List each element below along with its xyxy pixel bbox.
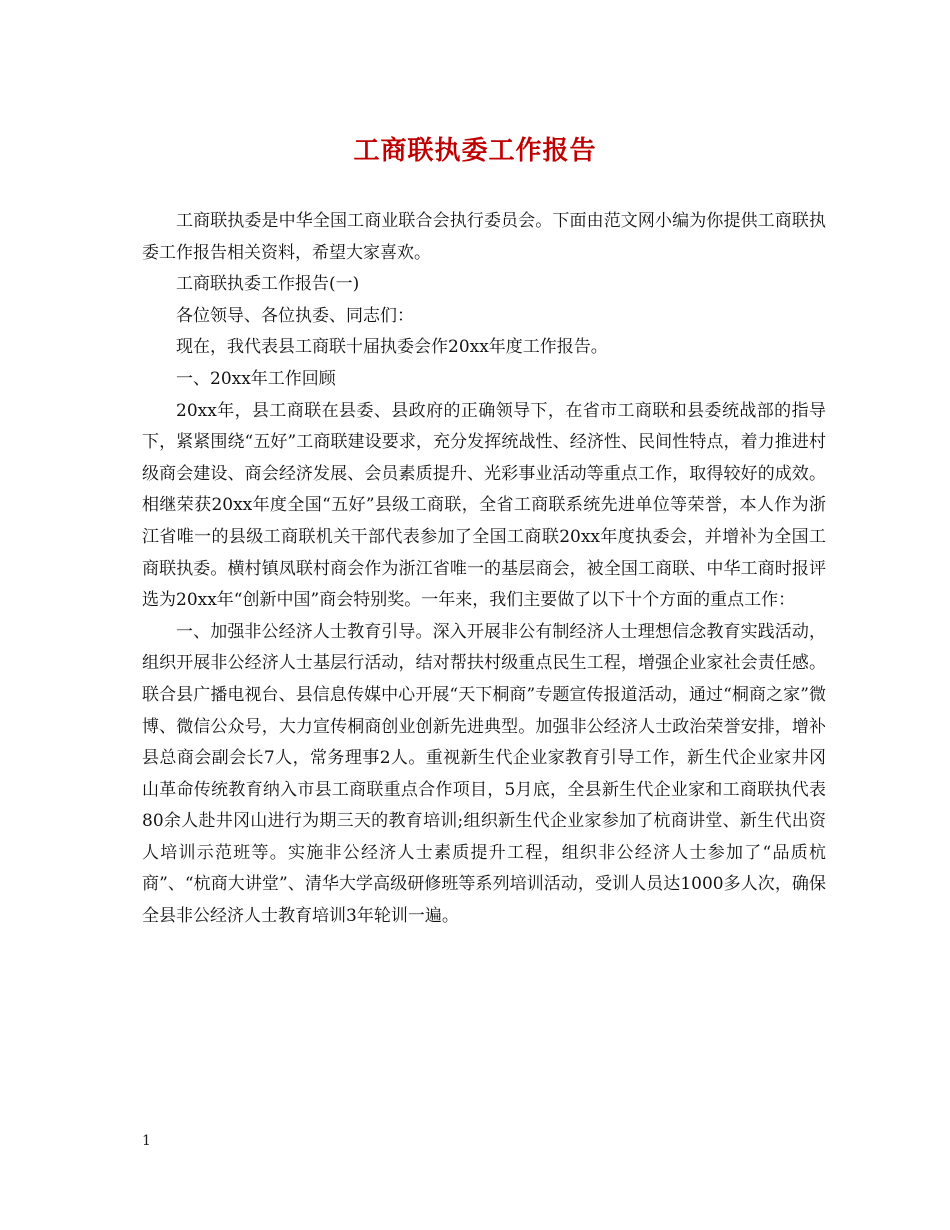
page-number: 1	[142, 1133, 151, 1149]
paragraph-intro: 工商联执委是中华全国工商业联合会执行委员会。下面由范文网小编为你提供工商联执委工作报告相关资料，希望大家喜欢。	[142, 211, 826, 263]
document-body	[142, 206, 826, 933]
paragraph-section-heading: 一、20xx年工作回顾	[176, 368, 336, 389]
paragraph-item-one: 一、加强非公经济人士教育引导。深入开展非公有制经济人士理想信念教育实践活动，组织开展非公经济人士基层行活动，结对帮扶村级重点民生工程，增强企业家社会责任感。联合县广播电视台、县信息传媒中心开展“天下桐商”专题宣传报道活动，通过“桐商之家”微博、微信公众号，大力宣传桐商创业创新先进典型。加强非公经济人士政治荣誉安排，增补县总商会副会长7人，常务理事2人。重视新生代企业家教育引导工作，新生代企业家井冈山革命传统教育纳入市县工商联重点合作项目，5月底，全县新生代企业家和工商联执代表80余人赴井冈山进行为期三天的教育培训;组织新生代企业家参加了杭商讲堂、新生代出资人培训示范班等。实施非公经济人士素质提升工程，组织非公经济人士参加了“品质杭商”、“杭商大讲堂”、清华大学高级研修班等系列培训活动，受训人员达1000多人次，确保全县非公经济人士教育培训3年轮训一遍。	[142, 621, 826, 927]
paragraph-report-heading: 工商联执委工作报告(一)	[176, 274, 360, 295]
paragraph-opening: 现在，我代表县工商联十届执委会作20xx年度工作报告。	[176, 337, 608, 358]
paragraph-salutation: 各位领导、各位执委、同志们：	[176, 305, 414, 326]
paragraph-review: 20xx年，县工商联在县委、县政府的正确领导下，在省市工商联和县委统战部的指导下，紧紧围绕“五好”工商联建设要求，充分发挥统战性、经济性、民间性特点，着力推进村级商会建设、商会经济发展、会员素质提升、光彩事业活动等重点工作，取得较好的成效。相继荣获20xx年度全国“五好”县级工商联，全省工商联系统先进单位等荣誉，本人作为浙江省唯一的县级工商联机关干部代表参加了全国工商联20xx年度执委会，并增补为全国工商联执委。横村镇凤联村商会作为浙江省唯一的基层商会，被全国工商联、中华工商时报评选为20xx年“创新中国”商会特别奖。一年来，我们主要做了以下十个方面的重点工作：	[142, 400, 826, 611]
document-title: 工商联执委工作报告	[353, 136, 597, 166]
